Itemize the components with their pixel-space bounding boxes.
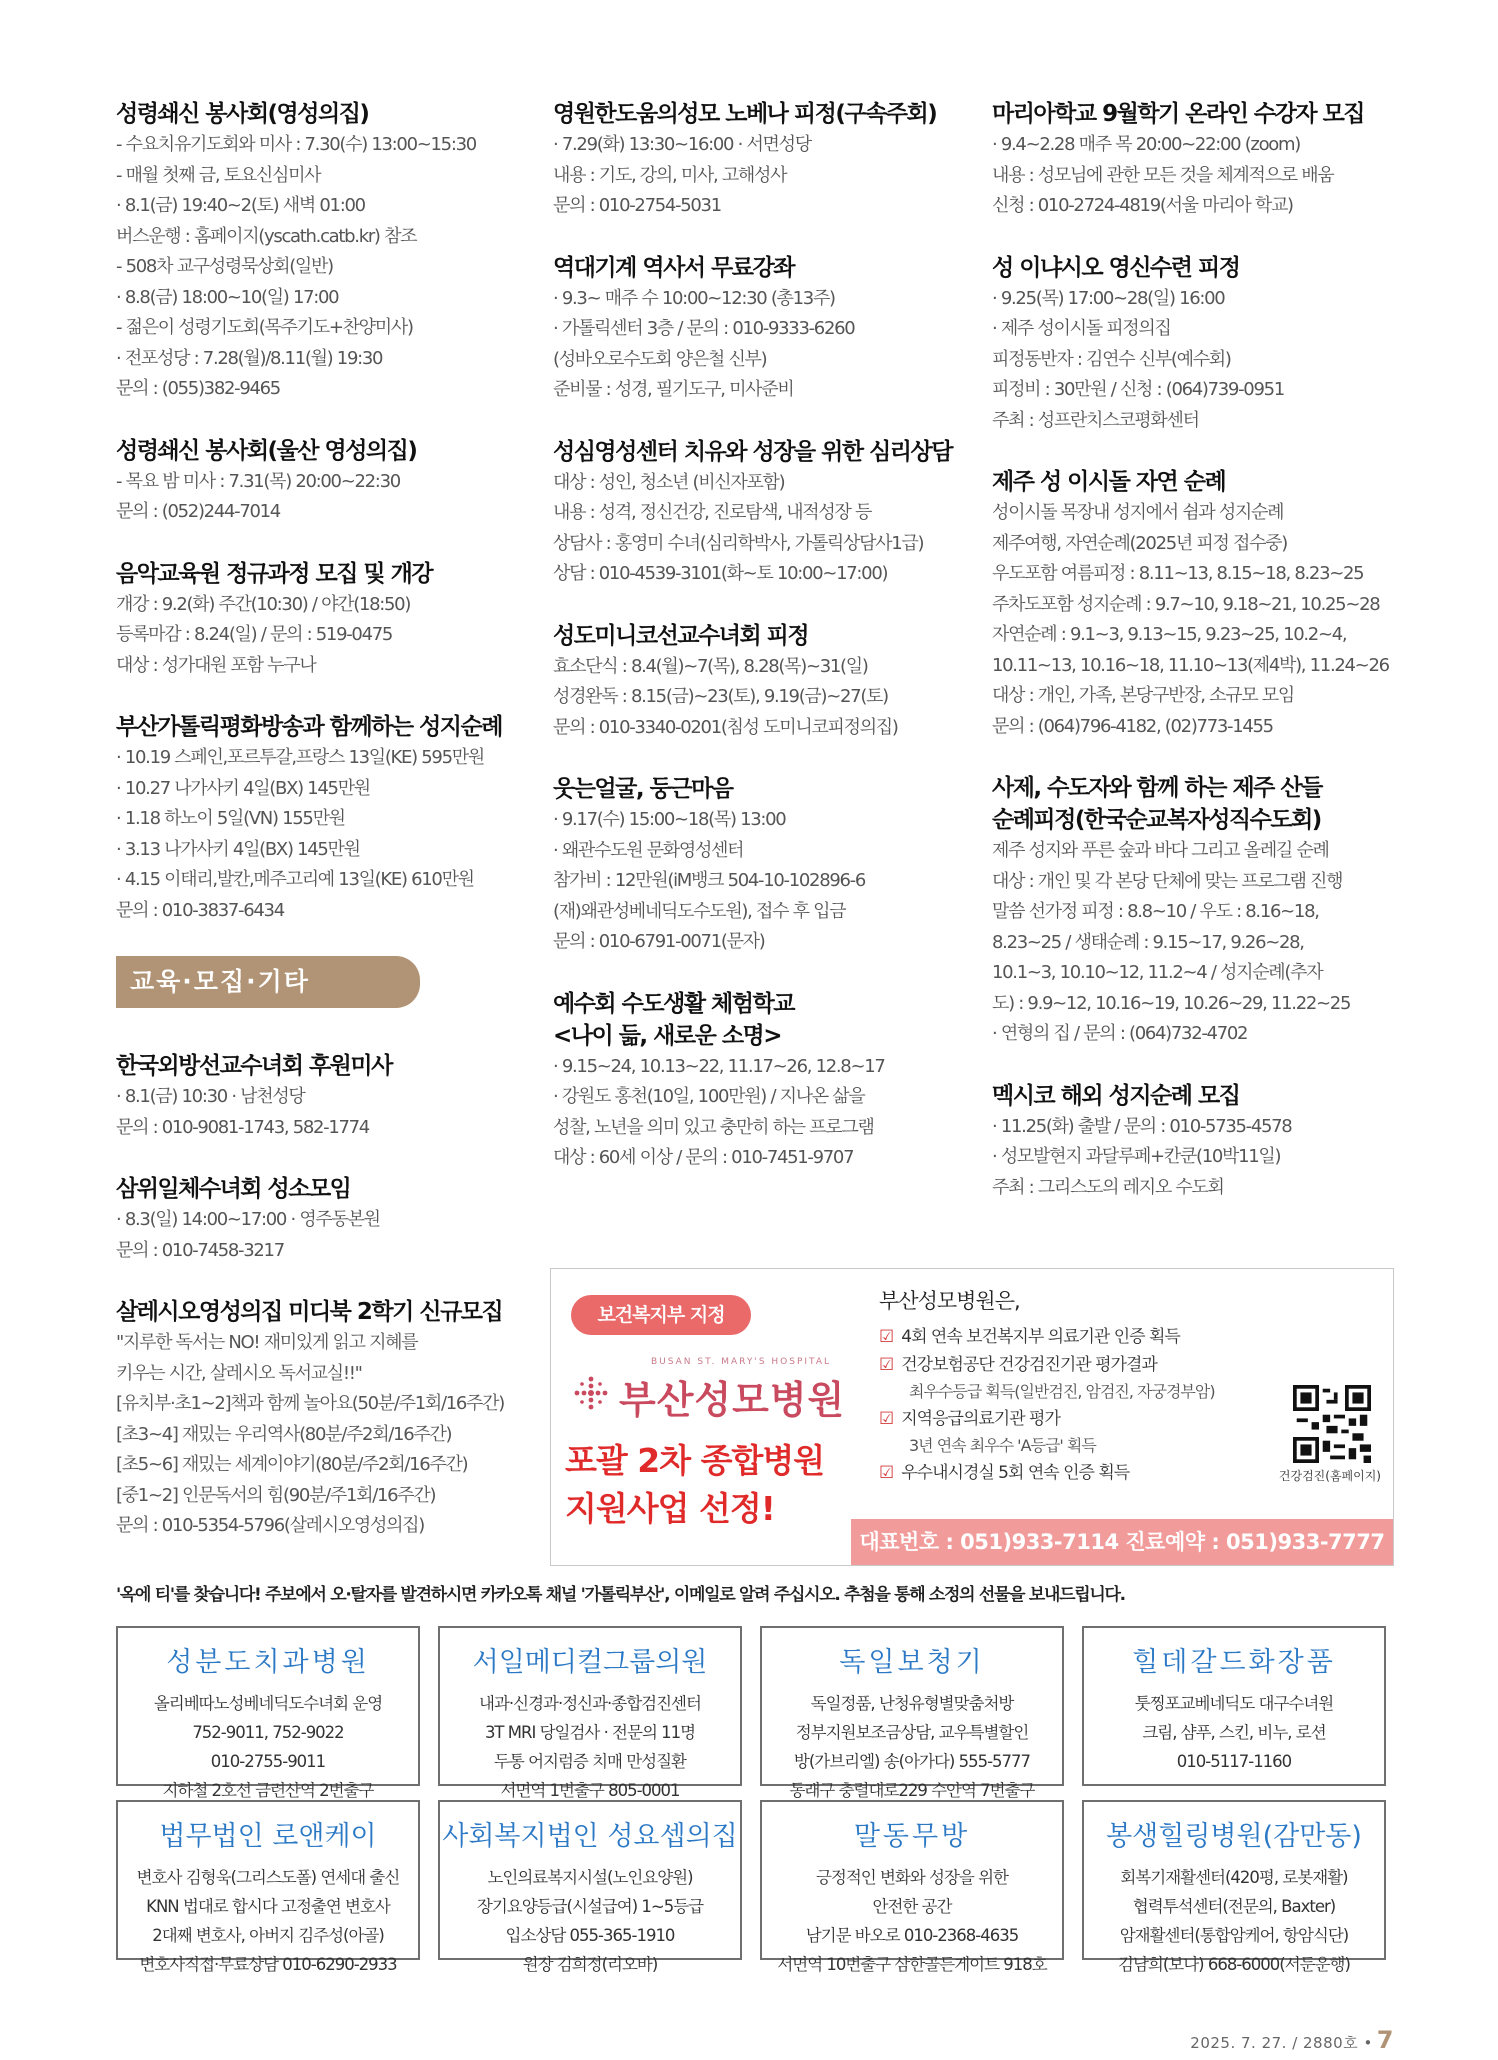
notice-entry [992,252,1404,437]
entry-line: · 7.29(화) 13:30~16:00 · 서면성당 [553,134,811,155]
business-card[interactable] [438,1800,742,1974]
entry-line: · 8.8(금) 18:00~10(일) 17:00 [116,286,339,308]
checkbox-icon: ☑ [879,1327,894,1347]
typo-notice: '옥에 티'를 찾습니다! 주보에서 오·탈자를 발견하시면 카카오톡 채널 '가톨릭부산', 이메일로 알려 주십시오. 추첨을 통해 소정의 선물을 보내드립니다. [116,1585,1125,1605]
entry-title: 살레시오영성의집 미디북 2학기 신규모집 [116,1299,503,1325]
column-1 [116,98,526,1572]
checkbox-icon: ☑ [879,1355,894,1375]
entry-line: 주최 : 성프란치스코평화센터 [992,409,1199,431]
hospital-logo-icon [571,1373,611,1413]
entry-line: - 목요 밤 미사 : 7.31(목) 20:00~22:30 [116,470,400,492]
business-card-line: 장기요양등급(시설급여) 1~5등급 [476,1897,704,1916]
entry-line: 신청 : 010-2724-4819(서울 마리아 학교) [992,195,1293,216]
entry-line: 성이시돌 목장내 성지에서 쉼과 성지순례 [992,502,1284,523]
entry-line: 문의 : 010-7458-3217 [116,1239,284,1261]
business-card-title: 힐데갈드화장품 [1132,1647,1336,1678]
business-card-title: 말동무방 [853,1821,971,1852]
notice-entry [992,466,1404,742]
entry-line: 문의 : (052)244-7014 [116,501,280,522]
business-card-line: 서면역 10번출구 삼한골든게이트 918호 [777,1955,1047,1974]
entry-title: 웃는얼굴, 둥근마음 [553,776,733,802]
entry-title: 한국외방선교수녀회 후원미사 [116,1053,392,1079]
notice-entry [116,98,526,405]
entry-line: · 9.15~24, 10.13~22, 11.17~26, 12.8~17 [553,1055,885,1077]
entry-line: 문의 : 010-9081-1743, 582-1774 [116,1116,369,1138]
business-card[interactable] [1082,1800,1386,1974]
entry-title: 영원한도움의성모 노베나 피정(구속주회) [553,101,937,127]
entry-title: 멕시코 해외 성지순례 모집 [992,1082,1240,1109]
entry-line: 10.11~13, 10.16~18, 11.10~13(제4박), 11.24~26 [992,654,1389,676]
business-card-title: 서일메디컬그룹의원 [472,1647,708,1678]
entry-line: 내용 : 기도, 강의, 미사, 고해성사 [553,164,787,186]
entry-line: 제주여행, 자연순례(2025년 피정 접수중) [992,532,1287,554]
entry-line: - 수요치유기도회와 미사 : 7.30(수) 13:00~15:30 [116,134,476,155]
entry-title: 성심영성센터 치유와 성장을 위한 심리상담 [553,438,952,465]
notice-entry [116,435,526,528]
business-card-title: 독일보청기 [839,1647,985,1678]
business-card-title: 성분도치과병원 [166,1647,370,1678]
checkbox-icon: ☑ [879,1463,894,1483]
entry-line: 피정비 : 30만원 / 신청 : (064)739-0951 [992,379,1284,400]
entry-line: 대상 : 60세 이상 / 문의 : 010-7451-9707 [553,1147,854,1168]
notice-entry [116,1296,526,1542]
section-label: 교육·모집·기타 [116,956,420,1008]
entry-line: 준비물 : 성경, 필기도구, 미사준비 [553,379,794,400]
entry-line: 문의 : 010-2754-5031 [553,195,721,216]
business-card[interactable] [1082,1626,1386,1786]
footer-date-issue: 2025. 7. 27. / 2880호 • [1190,2034,1373,2052]
notice-entry [553,773,963,958]
entry-line: 키우는 시간, 살레시오 독서교실!!" [116,1362,362,1384]
ad-headline-line-2: 지원사업 선정! [565,1489,775,1528]
entry-line: · 9.4~2.28 매주 목 20:00~22:00 (zoom) [992,134,1300,155]
business-card-title: 봉생힐링병원(감만동) [1106,1821,1362,1852]
notice-entry [992,772,1404,1050]
entry-line: 등록마감 : 8.24(일) / 문의 : 519-0475 [116,624,393,645]
notice-entry [553,436,963,590]
notice-entry [116,711,526,926]
entry-line: · 가톨릭센터 3층 / 문의 : 010-9333-6260 [553,318,855,339]
business-card-line: 회복기재활센터(420평, 로봇재활) [1120,1868,1348,1887]
entry-line: 도) : 9.9~12, 10.16~19, 10.26~29, 11.22~25 [992,992,1351,1014]
notice-entry [992,1080,1404,1204]
entry-line: 대상 : 개인, 가족, 본당구반장, 소규모 모임 [992,685,1294,706]
entry-line: [중1~2] 인문독서의 힘(90분/주1회/16주간) [116,1484,436,1506]
entry-line: · 8.1(금) 19:40~2(토) 새벽 01:00 [116,195,365,216]
business-card-line: 안전한 공간 [872,1897,952,1916]
business-card-line: 변호사직접·무료상담 010-6290-2933 [139,1955,397,1974]
entry-line: · 1.18 하노이 5일(VN) 155만원 [116,808,345,829]
notice-entry [116,558,526,682]
entry-line: 문의 : 010-3340-0201(침성 도미니코피정의집) [553,716,898,738]
entry-line: 문의 : 010-6791-0071(문자) [553,931,765,952]
ad-english-name: BUSAN ST. MARY'S HOSPITAL [651,1357,832,1367]
business-card-line: 협력투석센터(전문의, Baxter) [1132,1897,1336,1916]
ad-credential-sub: 최우수등급 획득(일반검진, 암검진, 자궁경부암) [909,1382,1215,1401]
page-footer [1190,2026,1394,2054]
entry-line: 효소단식 : 8.4(월)~7(목), 8.28(목)~31(일) [553,655,868,677]
business-card-line: 3T MRI 당일검사 · 전문의 11명 [484,1723,696,1742]
ad-credential-text: 지역응급의료기관 평가 [901,1409,1060,1429]
hospital-ad[interactable] [550,1268,1394,1566]
entry-line: · 8.1(금) 10:30 · 남천성당 [116,1086,305,1107]
entry-line: 성찰, 노년을 의미 있고 충만히 하는 프로그램 [553,1116,874,1138]
ad-credential-text: 우수내시경실 5회 연속 인증 획득 [901,1463,1130,1483]
entry-line: 개강 : 9.2(화) 주간(10:30) / 야간(18:50) [116,593,411,615]
entry-title: 성령쇄신 봉사회(울산 영성의집) [116,437,417,464]
notice-entry [553,620,963,744]
entry-line: 주차도포함 성지순례 : 9.7~10, 9.18~21, 10.25~28 [992,593,1380,615]
business-card[interactable] [760,1800,1064,1974]
entry-title: 부산가톨릭평화방송과 함께하는 성지순례 [116,714,502,740]
business-card-line: 암재활센터(통합암케어, 항암식단) [1119,1926,1349,1945]
entry-title: 사제, 수도자와 함께 하는 제주 산들 순례피정(한국순교복자성직수도회) [992,775,1322,833]
entry-line: - 508차 교구성령묵상회(일반) [116,256,333,277]
entry-line: · 제주 성이시돌 피정의집 [992,318,1171,339]
business-card-line: 긍정적인 변화와 성장을 위한 [815,1868,1008,1887]
notice-entry [553,98,963,222]
business-card-line: 010-2755-9011 [210,1752,326,1771]
entry-line: 상담 : 010-4539-3101(화~토 10:00~17:00) [553,563,888,584]
ad-headline [565,1437,824,1533]
entry-title: 성 이냐시오 영신수련 피정 [992,254,1240,281]
entry-line: · 연형의 집 / 문의 : (064)732-4702 [992,1023,1248,1044]
entry-title: 마리아학교 9월학기 온라인 수강자 모집 [992,101,1365,127]
entry-line: · 강원도 홍천(10일, 100만원) / 지나온 삶을 [553,1086,865,1107]
business-card[interactable] [760,1626,1064,1800]
business-card-line: 올리베따노성베네딕도수녀회 운영 [153,1694,383,1713]
entry-line: 성경완독 : 8.15(금)~23(토), 9.19(금)~27(토) [553,686,888,707]
business-card-line: 2대째 변호사, 아버지 김주성(아골) [152,1926,384,1945]
business-card-line: 원장 김희정(리오바) [522,1955,658,1974]
business-card-line: 김남희(보나) 668-6000(서둔운행) [1118,1955,1350,1974]
entry-line: [초5~6] 재밌는 세계이야기(80분/주2회/16주간) [116,1454,468,1475]
business-card-line: 입소상담 055-365-1910 [505,1926,675,1945]
column-3 [992,98,1404,1233]
entry-line: · 8.3(일) 14:00~17:00 · 영주동본원 [116,1209,380,1230]
entry-line: 우도포함 여름피정 : 8.11~13, 8.15~18, 8.23~25 [992,563,1364,584]
page-number: 7 [1376,2026,1394,2054]
entry-line: 자연순례 : 9.1~3, 9.13~15, 9.23~25, 10.2~4, [992,624,1347,645]
notice-entry [553,252,963,406]
entry-line: 참가비 : 12만원(iM뱅크 504-10-102896-6 [553,870,866,891]
entry-line: 버스운행 : 홈페이지(yscath.catb.kr) 참조 [116,225,417,247]
entry-line: 주최 : 그리스도의 레지오 수도회 [992,1176,1224,1198]
business-card-line: KNN 법대로 합시다 고정출연 변호사 [146,1897,390,1916]
business-card-line: 변호사 김형욱(그리스도폴) 연세대 출신 [136,1868,400,1887]
business-card-line: 남기문 바오로 010-2368-4635 [805,1926,1019,1945]
entry-line: · 9.17(수) 15:00~18(목) 13:00 [553,809,786,830]
entry-line: 대상 : 성인, 청소년 (비신자포함) [553,471,785,493]
entry-line: 피정동반자 : 김연수 신부(예수회) [992,348,1231,370]
ad-credential-text: 건강보험공단 건강검진기관 평가결과 [901,1355,1157,1375]
ad-heading: 부산성모병원은, [879,1289,1020,1313]
notice-entry [116,1050,526,1143]
entry-line: 말씀 선가정 피정 : 8.8~10 / 우도 : 8.16~18, [992,901,1319,922]
business-card-line: 정부지원보조금상담, 교우특별할인 [795,1723,1029,1742]
business-card-line: 지하철 2호선 금련산역 2번출구 [162,1781,374,1800]
ad-phone-bar[interactable]: 대표번호 : 051)933-7114 진료예약 : 051)933-7777 [851,1519,1393,1565]
entry-line: [유치부·초1~2]책과 함께 놀아요(50분/주1회/16주간) [116,1393,504,1414]
entry-title: 역대기계 역사서 무료강좌 [553,254,794,281]
ad-credential [879,1351,1379,1379]
entry-line: · 4.15 이태리,발칸,메주고리예 13일(KE) 610만원 [116,869,474,890]
entry-line: · 10.19 스페인,포르투갈,프랑스 13일(KE) 595만원 [116,747,484,768]
business-card-line: 방(가브리엘) 송(아가다) 555-5777 [793,1752,1031,1771]
entry-line: · 9.3~ 매주 수 10:00~12:30 (총13주) [553,287,835,309]
notice-entry [992,98,1404,222]
entry-line: 제주 성지와 푸른 숲과 바다 그리고 올레길 순례 [992,840,1329,861]
ad-credential [879,1323,1379,1351]
entry-line: · 전포성당 : 7.28(월)/8.11(월) 19:30 [116,347,383,369]
entry-line: · 3.13 나가사키 4일(BX) 145만원 [116,838,360,860]
entry-line: (성바오로수도회 양은철 신부) [553,348,767,370]
qr-code-icon[interactable] [1293,1385,1371,1463]
entry-title: 성도미니코선교수녀회 피정 [553,622,809,649]
entry-title: 성령쇄신 봉사회(영성의집) [116,101,369,127]
entry-title: 음악교육원 정규과정 모집 및 개강 [116,560,433,587]
business-card[interactable] [116,1800,420,1974]
ad-credential-sub: 3년 연속 최우수 'A등급' 획득 [909,1436,1096,1455]
business-card-line: 서면역 1번출구 805-0001 [500,1781,680,1800]
ad-credential-text: 4회 연속 보건복지부 의료기관 인증 획득 [901,1327,1180,1347]
entry-line: 내용 : 성격, 정신건강, 진로탐색, 내적성장 등 [553,502,872,523]
entry-line: 내용 : 성모님에 관한 모든 것을 체계적으로 배움 [992,164,1334,186]
entry-line: 대상 : 성가대원 포함 누구나 [116,654,316,676]
entry-line: 8.23~25 / 생태순례 : 9.15~17, 9.26~28, [992,931,1304,953]
entry-line: "지루한 독서는 NO! 재미있게 읽고 지혜를 [116,1332,418,1353]
qr-caption: 건강검진(홈페이지) [1278,1469,1381,1483]
ad-left-panel [551,1269,867,1565]
entry-line: 10.1~3, 10.10~12, 11.2~4 / 성지순례(추자 [992,962,1323,983]
business-card-line: 독일정품, 난청유형별맞춤처방 [810,1694,1014,1713]
notice-entry [553,988,963,1174]
entry-line: · 9.25(목) 17:00~28(일) 16:00 [992,287,1225,309]
business-card-line: 752-9011, 752-9022 [192,1723,344,1742]
business-card-title: 사회복지법인 성요셉의집 [442,1821,738,1852]
entry-line: 대상 : 개인 및 각 본당 단체에 맞는 프로그램 진행 [992,870,1343,892]
business-card-line: 노인의료복지시설(노인요양원) [487,1868,693,1887]
business-card-line: 툿찡포교베네딕도 대구수녀원 [1134,1694,1334,1713]
entry-line: · 성모발현지 과달루페+칸쿤(10박11일) [992,1146,1281,1167]
entry-line: 문의 : 010-5354-5796(살레시오영성의집) [116,1515,424,1536]
column-2 [553,98,963,1204]
entry-line: - 매월 첫째 금, 토요신심미사 [116,164,321,186]
ad-hospital-name: 부산성모병원 [619,1378,846,1422]
business-card[interactable] [116,1626,420,1800]
entry-line: 상담사 : 홍영미 수녀(심리학박사, 가톨릭상담사1급) [553,532,924,554]
entry-line: (재)왜관성베네딕도수도원), 접수 후 입금 [553,900,846,922]
entry-line: · 10.27 나가사키 4일(BX) 145만원 [116,777,370,799]
entry-title: 제주 성 이시돌 자연 순례 [992,469,1226,495]
notice-entry [116,1173,526,1266]
ad-headline-line-1: 포괄 2차 종합병원 [565,1441,825,1480]
business-card-line: 크림, 샴푸, 스킨, 비누, 로션 [1142,1723,1326,1742]
business-card-title: 법무법인 로앤케이 [159,1821,377,1852]
entry-title: 삼위일체수녀회 성소모임 [116,1176,351,1202]
entry-line: · 왜관수도원 문화영성센터 [553,839,744,861]
entry-line: [초3~4] 재밌는 우리역사(80분/주2회/16주간) [116,1423,452,1445]
ad-badge: 보건복지부 지정 [571,1295,751,1335]
entry-line: 문의 : (055)382-9465 [116,378,280,399]
business-card-line: 내과·신경과·정신과·종합검진센터 [479,1694,701,1713]
business-card-line: 010-5117-1160 [1176,1752,1292,1771]
entry-title: 예수회 수도생활 체험학교 <나이 듦, 새로운 소명> [553,990,794,1049]
entry-line: 문의 : (064)796-4182, (02)773-1455 [992,715,1273,737]
business-card-line: 동래구 충렬대로229 수안역 7번출구 [789,1781,1035,1800]
business-card[interactable] [438,1626,742,1800]
entry-line: - 젊은이 성령기도회(목주기도+찬양미사) [116,317,413,338]
entry-line: 문의 : 010-3837-6434 [116,899,284,921]
checkbox-icon: ☑ [879,1409,894,1429]
business-card-line: 두통 어지럼증 치매 만성질환 [493,1752,686,1771]
entry-line: · 11.25(화) 출발 / 문의 : 010-5735-4578 [992,1115,1292,1137]
